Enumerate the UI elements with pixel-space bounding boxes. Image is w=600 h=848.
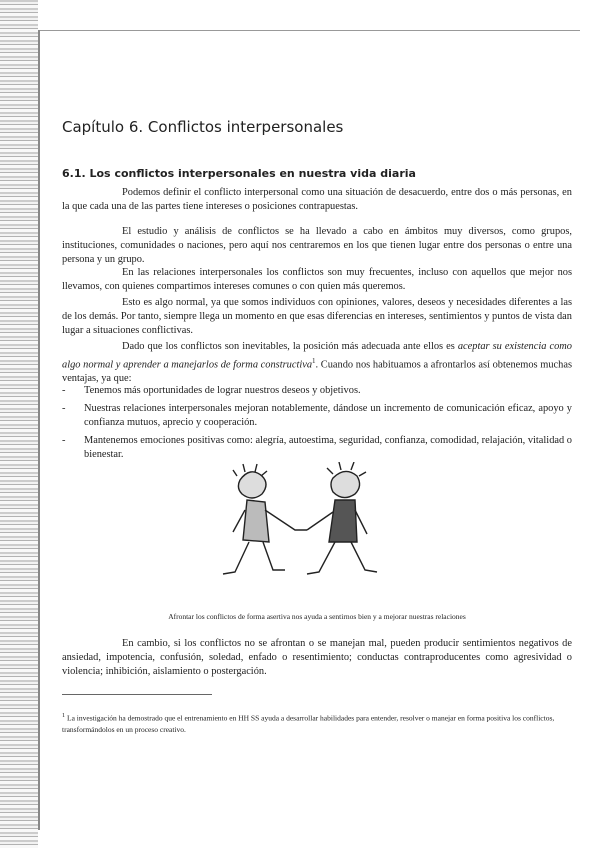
- emphasis: aceptar su existencia como algo normal y aprender a manejarlos de forma constructiva: [62, 341, 572, 371]
- footnote-mark: 1: [62, 712, 66, 719]
- list-item-text: Tenemos más oportunidades de lograr nuestros deseos y objetivos.: [84, 385, 361, 396]
- chapter-title: Capítulo 6. Conflictos interpersonales: [62, 118, 344, 136]
- paragraph: En las relaciones interpersonales los conflictos son muy frecuentes, incluso con aquellos que mejor nos llevamos, con quienes compartimos intereses comunes o con quien más queremos.: [62, 267, 572, 292]
- left-figure: [223, 464, 307, 574]
- list-item: [62, 384, 572, 398]
- list-item-text: Nuestras relaciones interpersonales mejoran notablemente, dándose un incremento de comunicación eficaz, apoyo y confianza mutuos, aprecio y cooperación.: [84, 403, 572, 428]
- footnote-separator: [62, 694, 212, 695]
- right-figure: [307, 462, 377, 574]
- section-title: 6.1. Los conflictos interpersonales en nuestra vida diaria: [62, 167, 416, 180]
- paragraph: [62, 340, 572, 386]
- scan-edge: [0, 0, 38, 848]
- bullet: -: [62, 403, 66, 414]
- text: . Cuando nos habituamos a afrontarlos así obtenemos muchas ventajas, ya que:: [62, 359, 572, 385]
- handshake-illustration: [215, 462, 385, 592]
- footnote: [62, 710, 572, 735]
- list-item-text: Mantenemos emociones positivas como: alegría, autoestima, seguridad, confianza, comodidad, relajación, vitalidad o bienestar.: [84, 435, 572, 460]
- list-item: [62, 402, 572, 430]
- scan-top-line: [40, 30, 580, 31]
- bullet: -: [62, 385, 66, 396]
- bullet: -: [62, 435, 66, 446]
- paragraph: El estudio y análisis de conflictos se ha llevado a cabo en ámbitos muy diversos, como grupos, instituciones, comunidades o naciones, pero aquí nos centraremos en los que tienen lugar entre dos personas o entre una persona y un grupo.: [62, 226, 572, 265]
- list-item: [62, 434, 572, 462]
- text: Dado que los conflictos son inevitables, la posición más adecuada ante ellos es: [122, 341, 458, 352]
- paragraph: En cambio, si los conflictos no se afrontan o se manejan mal, pueden producir sentimientos negativos de ansiedad, impotencia, confusión, soledad, enfado o resentimiento; conductas contraproducentes como agresividad o violencia; inhibición, aislamiento o postergación.: [62, 638, 572, 677]
- paragraph: Podemos definir el conflicto interpersonal como una situación de desacuerdo, entre dos o más personas, en la que cada una de las partes tiene intereses o posiciones contrapuestas.: [62, 187, 572, 212]
- scan-edge-line: [38, 30, 40, 830]
- figure-caption: Afrontar los conflictos de forma asertiva nos ayuda a sentirnos bien y a mejorar nuestras relaciones: [168, 612, 466, 621]
- paragraph: Esto es algo normal, ya que somos individuos con opiniones, valores, deseos y necesidades diferentes a las de los demás. Por tanto, siempre llega un momento en que esas diferencias en intereses, sentimientos y puntos de vista dan lugar a situaciones conflictivas.: [62, 297, 572, 336]
- footnote-ref: 1: [312, 357, 316, 365]
- footnote-text: La investigación ha demostrado que el entrenamiento en HH SS ayuda a desarrollar habilidades para entender, resolver o manejar en forma positiva los conflictos, transformándolos en un proceso creativo.: [62, 713, 555, 734]
